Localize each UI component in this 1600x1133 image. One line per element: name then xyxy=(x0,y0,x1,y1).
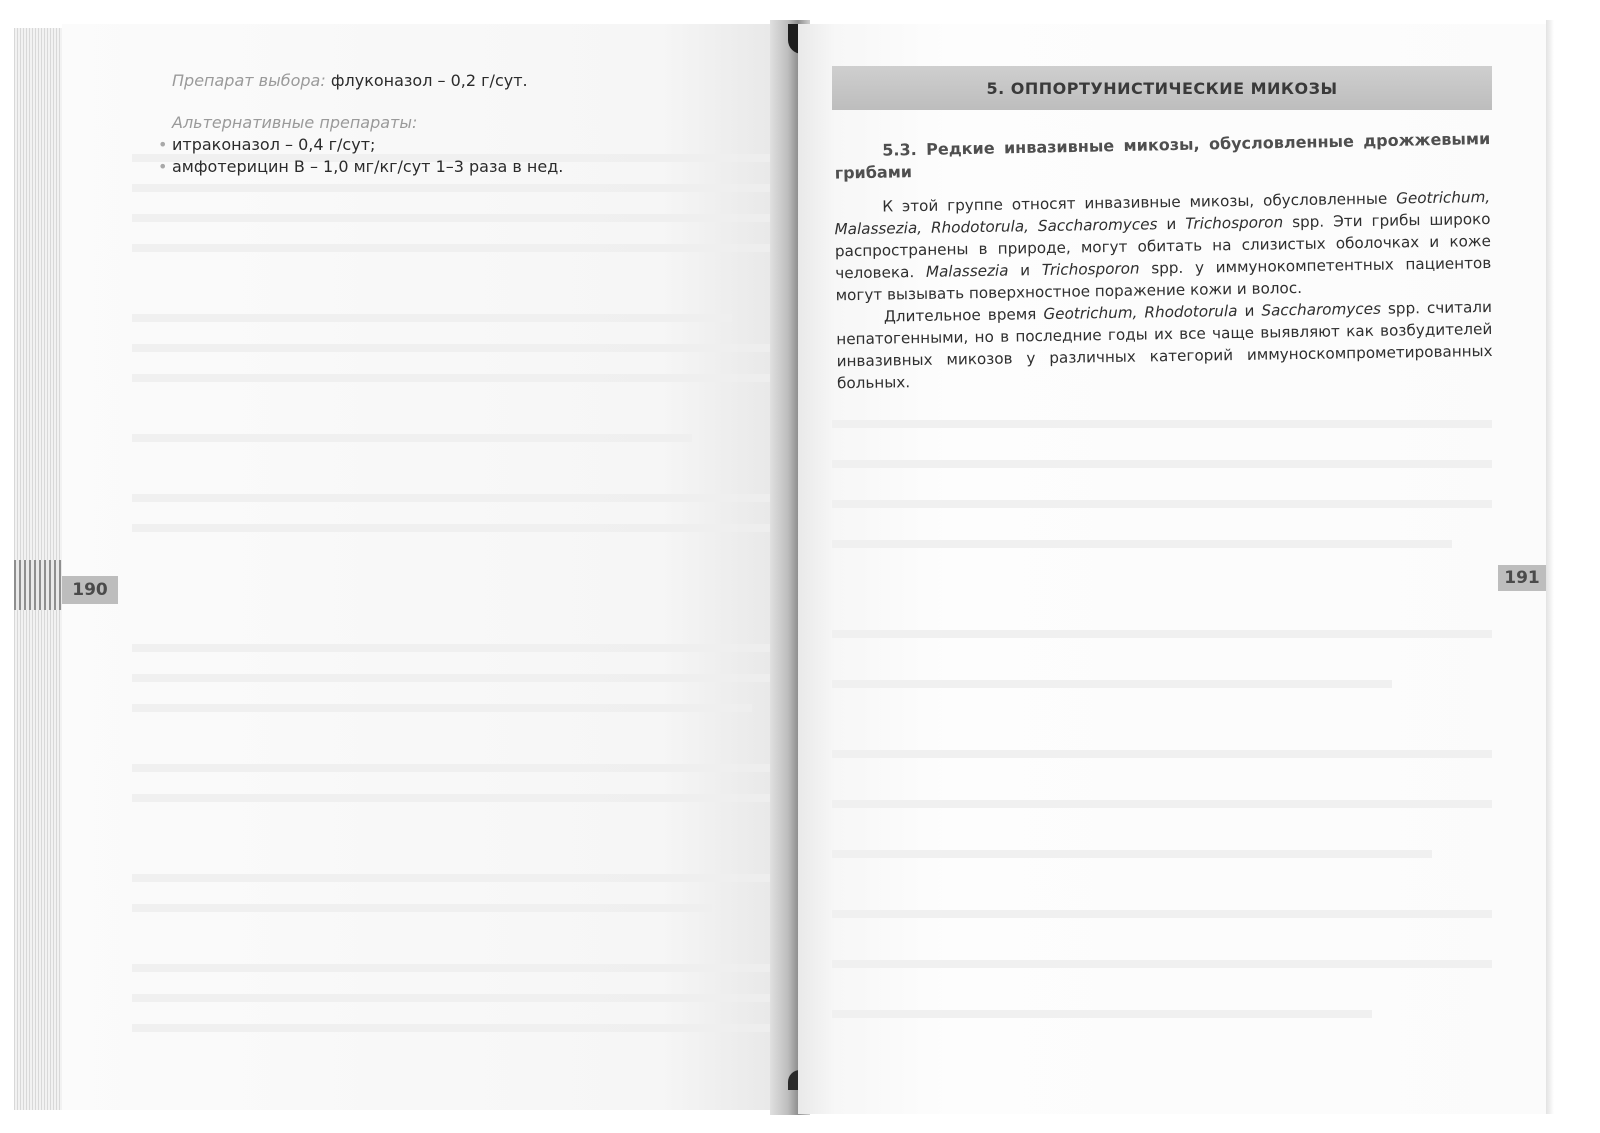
page-number-right: 191 xyxy=(1498,565,1546,591)
bleed-through-line xyxy=(132,674,822,682)
drug-of-choice-label: Препарат выбора: xyxy=(172,71,326,90)
bleed-through-line xyxy=(132,904,712,912)
left-page xyxy=(62,24,792,1110)
genus-name: Trichosporon xyxy=(1041,259,1140,280)
bleed-through-line xyxy=(132,964,822,972)
drug-of-choice-value: флуконазол – 0,2 г/сут. xyxy=(330,71,528,90)
bleed-through-line xyxy=(132,524,822,532)
bullet-icon: • xyxy=(158,135,168,154)
bleed-through-line xyxy=(832,910,1492,918)
text-run: К этой группе относят инвазивные микозы, обусловленные xyxy=(882,189,1397,216)
text-run: Длительное время xyxy=(883,305,1044,326)
text-run: spp. у иммунокомпетентных пациентов могут вызывать поверхностное поражение кожи и волос. xyxy=(835,253,1492,305)
genus-names: Geotrichum, Rhodotorula xyxy=(1043,301,1238,324)
list-item-text: амфотерицин В – 1,0 мг/кг/сут 1–3 раза в нед. xyxy=(172,157,564,176)
paragraph-1 xyxy=(834,186,1492,306)
bleed-through-line xyxy=(132,794,822,802)
bleed-through-line xyxy=(132,874,822,882)
bleed-through-line xyxy=(132,1024,822,1032)
list-item xyxy=(158,156,732,178)
bleed-through-line xyxy=(832,800,1492,808)
bleed-through-line xyxy=(832,460,1492,468)
page-edge-marks xyxy=(14,560,62,610)
bleed-through-line xyxy=(132,244,822,252)
bleed-through-line xyxy=(832,630,1492,638)
alternatives-list xyxy=(158,134,732,178)
bleed-through-line xyxy=(132,704,752,712)
bleed-through-line xyxy=(832,680,1392,688)
genus-name: Trichosporon xyxy=(1185,213,1284,233)
bleed-through-line xyxy=(832,420,1492,428)
alternatives-title: Альтернативные препараты: xyxy=(172,113,418,132)
bleed-through-line xyxy=(132,184,822,192)
bullet-icon: • xyxy=(158,157,168,176)
list-item xyxy=(158,134,732,156)
bleed-through-line xyxy=(132,494,822,502)
bleed-through-line xyxy=(832,850,1432,858)
list-item-text: итраконазол – 0,4 г/сут; xyxy=(172,135,376,154)
text-run: и xyxy=(1237,301,1262,320)
text-run: spp. считали непатогенными, но в последние годы их все чаще выявляют как возбудителей инвазивных микозов у различных категорий иммуноскомпрометированных больных. xyxy=(836,297,1493,393)
bleed-through-line xyxy=(132,374,822,382)
bleed-through-line xyxy=(132,434,692,442)
bleed-through-line xyxy=(832,1010,1372,1018)
body-text xyxy=(834,186,1493,394)
bleed-through-line xyxy=(832,960,1492,968)
right-page-edge xyxy=(1546,20,1554,1114)
page-number-left: 190 xyxy=(62,576,118,604)
paragraph-2 xyxy=(836,296,1493,394)
bleed-through-line xyxy=(832,500,1492,508)
bleed-through-line xyxy=(132,994,822,1002)
bleed-through-line xyxy=(832,750,1492,758)
bleed-through-line xyxy=(132,764,822,772)
bleed-through-line xyxy=(132,344,822,352)
bleed-through-line xyxy=(832,540,1452,548)
text-run: и xyxy=(1008,261,1042,280)
bleed-through-line xyxy=(132,214,822,222)
section-title: 5.3. Редкие инвазивные микозы, обусловленные дрожжевыми грибами xyxy=(834,128,1491,183)
genus-name: Malassezia xyxy=(925,261,1009,281)
bleed-through-line xyxy=(132,644,822,652)
text-run: и xyxy=(1157,214,1186,234)
text-run: spp. Эти грибы широко распространены в природе, могут обитать на слизистых оболочках и коже человека. xyxy=(834,209,1492,283)
genus-name: Saccharomyces xyxy=(1261,299,1382,320)
chapter-title: 5. ОППОРТУНИСТИЧЕСКИЕ МИКОЗЫ xyxy=(832,66,1492,110)
genus-names: Geotrichum, Malassezia, Rhodotorula, Saccharomyces xyxy=(834,187,1491,239)
drug-of-choice-line xyxy=(172,70,732,92)
left-page-content xyxy=(158,70,732,178)
bleed-through-line xyxy=(132,314,732,322)
